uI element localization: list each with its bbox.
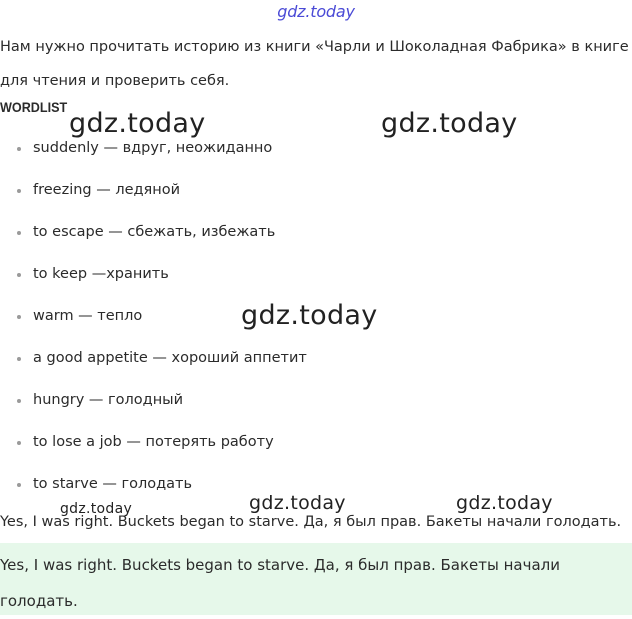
bullet-icon [17, 357, 21, 361]
bullet-icon [17, 147, 21, 151]
watermark: gdz.today [381, 108, 518, 139]
watermark: gdz.today [241, 300, 378, 331]
list-item-text: suddenly — вдруг, неожиданно [33, 140, 273, 156]
bullet-icon [17, 441, 21, 445]
bullet-icon [17, 399, 21, 403]
bullet-icon [17, 483, 21, 487]
bullet-icon [17, 315, 21, 319]
intro-text: Нам нужно прочитать историю из книги «Чарли и Шоколадная Фабрика» в книге для чтения и проверить себя. [0, 39, 629, 89]
bullet-icon [17, 273, 21, 277]
list-item-text: to keep —хранить [33, 266, 169, 282]
site-logo[interactable]: gdz.today [277, 2, 355, 21]
watermark: gdz.today [60, 501, 133, 517]
list-item-text: hungry — голодный [33, 392, 184, 408]
watermark: gdz.today [69, 108, 206, 139]
list-item-text: to lose a job — потерять работу [33, 434, 274, 450]
watermark: gdz.today [456, 492, 553, 514]
answer-box [0, 543, 632, 615]
answer-box-text: Yes, I was right. Buckets began to starve. Да, я был прав. Бакеты начали голодать. [0, 556, 561, 610]
list-item-text: a good appetite — хороший аппетит [33, 350, 307, 366]
list-item-text: to starve — голодать [33, 476, 193, 492]
list-item-text: freezing — ледяной [33, 182, 181, 198]
bullet-icon [17, 189, 21, 193]
answer-line: Yes, I was right. Buckets began to starve. Да, я был прав. Бакеты начали голодать. [0, 514, 622, 530]
bullet-icon [17, 231, 21, 235]
wordlist-title: WORDLIST [0, 99, 68, 115]
list-item-text: warm — тепло [33, 308, 143, 324]
list-item-text: to escape — сбежать, избежать [33, 224, 276, 240]
watermark: gdz.today [249, 492, 346, 514]
